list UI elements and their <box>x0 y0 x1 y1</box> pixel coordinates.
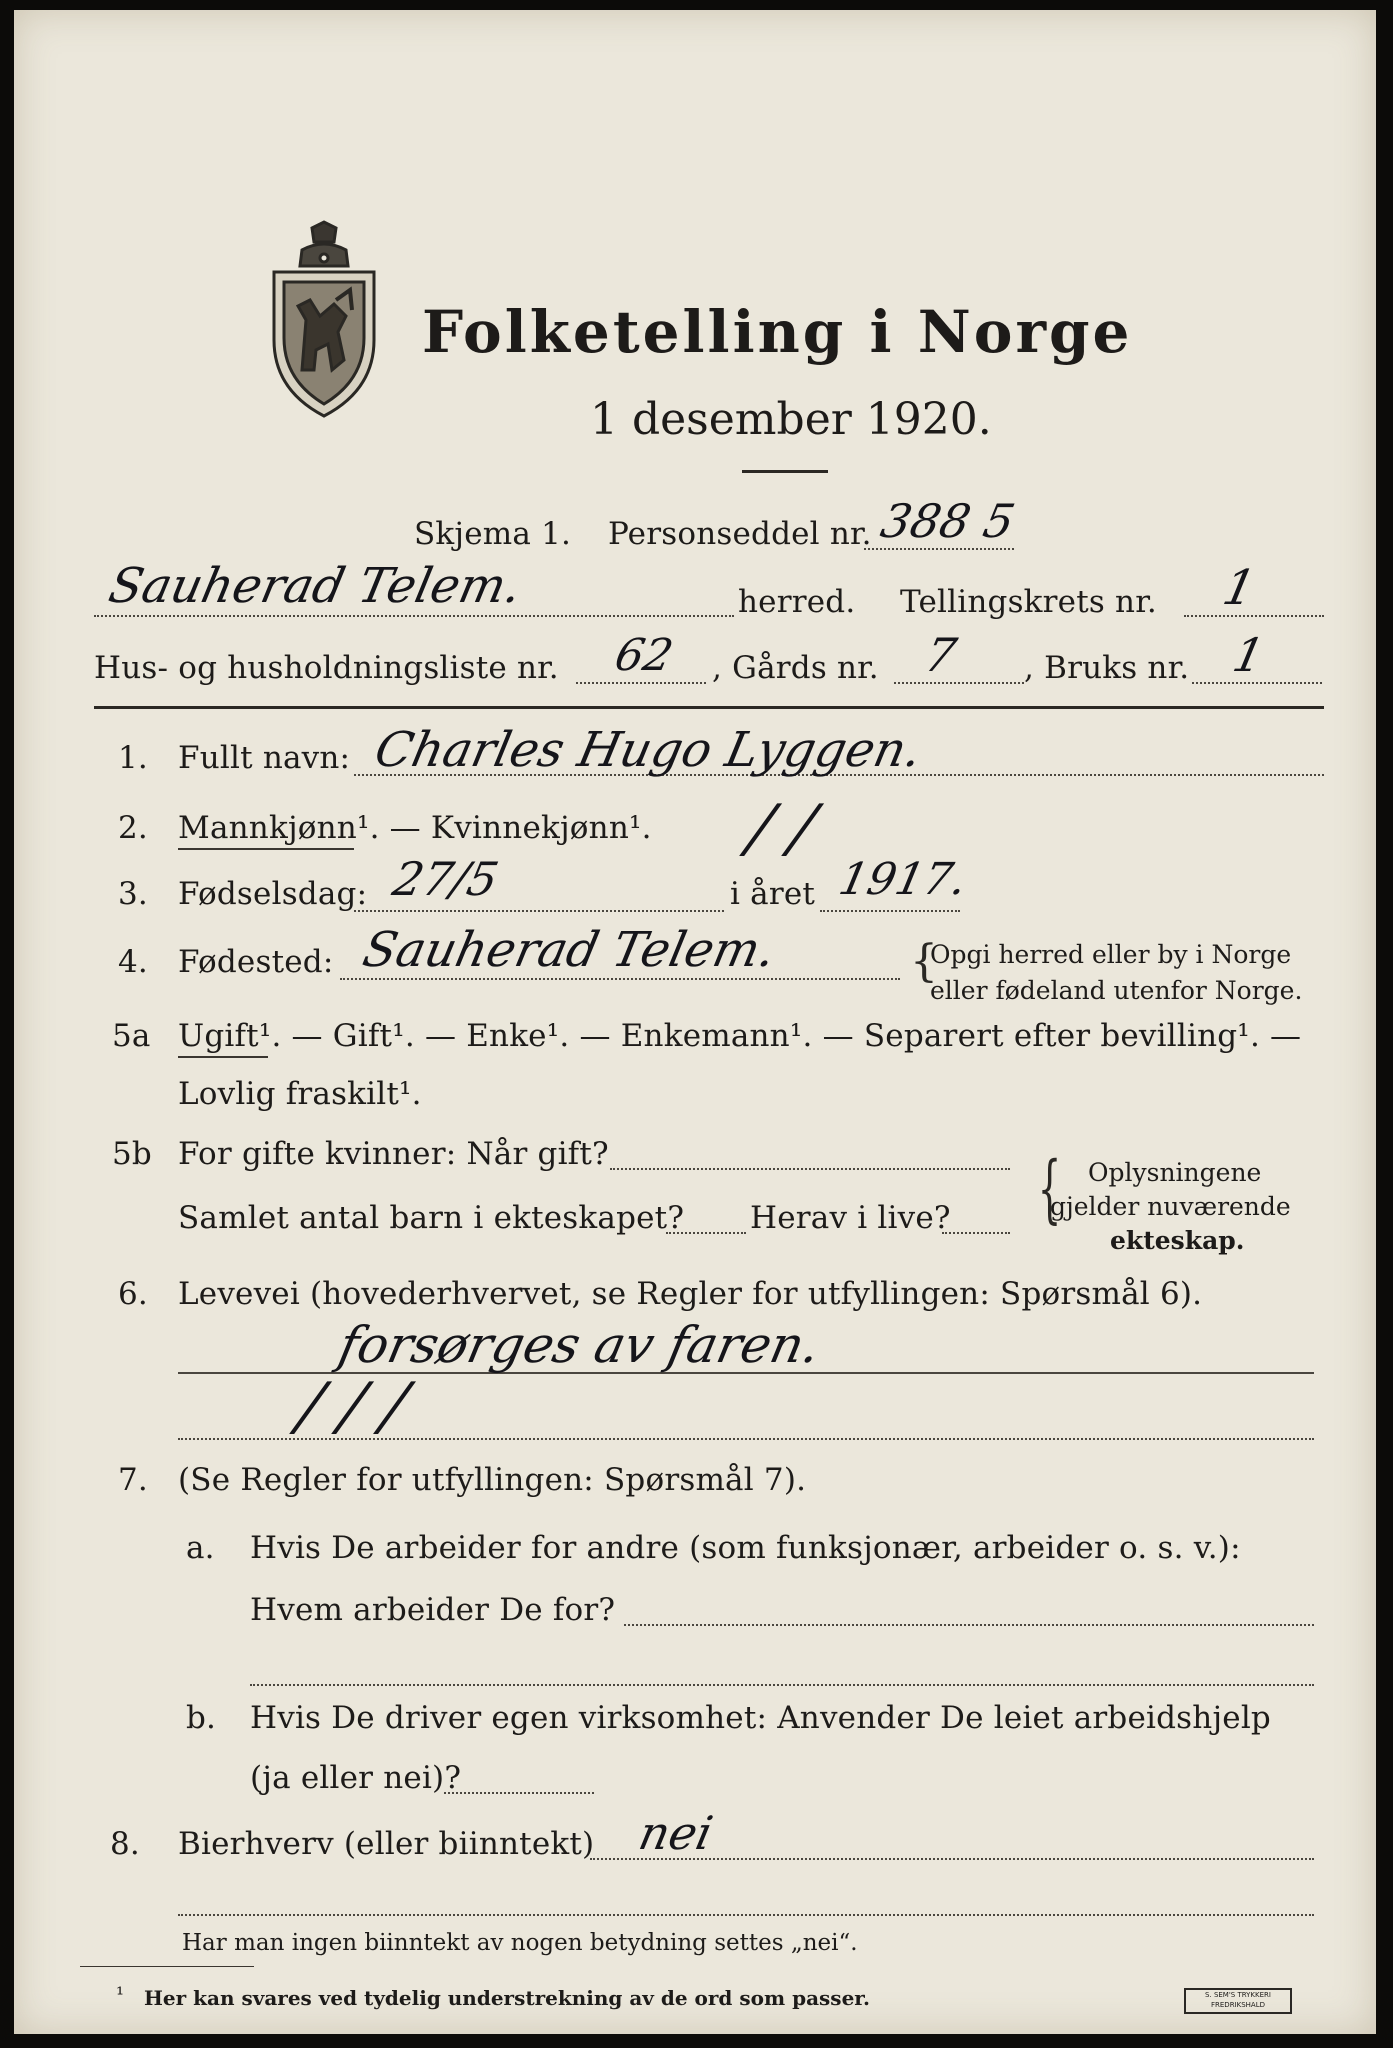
q6-ditto-marks: / / / <box>292 1370 414 1444</box>
herred-field-line <box>94 615 734 617</box>
q3-year-label: i året <box>730 876 816 912</box>
q4-field-line <box>340 978 900 980</box>
q5a-options-line2: Lovlig fraskilt¹. <box>178 1076 422 1112</box>
q8-number: 8. <box>110 1826 140 1862</box>
q1-full-name: Charles Hugo Lyggen. <box>370 722 927 778</box>
q2-number: 2. <box>118 810 148 846</box>
q1-label: Fullt navn: <box>178 740 351 776</box>
q5b-married-field-line <box>610 1168 1010 1170</box>
q7b-field-line <box>444 1792 594 1794</box>
q5b-note2: gjelder nuværende <box>1050 1192 1291 1221</box>
gards-field-line <box>894 682 1024 684</box>
hus-label: Hus- og husholdningsliste nr. <box>94 650 559 686</box>
personseddel-number: 388 5 <box>876 494 1020 548</box>
q7a-line1: Hvis De arbeider for andre (som funksjonær, arbeider o. s. v.): <box>250 1530 1241 1566</box>
footer-note: Har man ingen biinntekt av nogen betydning settes „nei“. <box>182 1930 858 1956</box>
q5a-ugift-underline <box>178 1056 268 1058</box>
q5b-line2: Samlet antal barn i ekteskapet? <box>178 1200 685 1236</box>
gards-number: 7 <box>920 628 962 682</box>
q5b-children-field-line <box>666 1232 746 1234</box>
printer-stamp: S. SEM'S TRYKKERI FREDRIKSHALD <box>1184 1988 1292 2014</box>
form-title: Folketelling i Norge <box>422 298 1133 366</box>
bruks-label: , Bruks nr. <box>1024 650 1190 686</box>
q7b-line1: Hvis De driver egen virksomhet: Anvender De leiet arbeidshjelp <box>250 1700 1271 1736</box>
personseddel-label: Personseddel nr. <box>608 516 872 552</box>
q5b-line1: For gifte kvinner: Når gift? <box>178 1136 609 1172</box>
q5b-brace: { <box>1037 1146 1062 1232</box>
gards-label: , Gårds nr. <box>712 650 879 686</box>
q4-birthplace: Sauherad Telem. <box>358 922 781 978</box>
hus-number: 62 <box>610 630 678 681</box>
q3-birth-day: 27/5 <box>388 852 504 906</box>
q7-label: (Se Regler for utfyllingen: Spørsmål 7). <box>178 1462 807 1498</box>
q7a-field-line2 <box>250 1684 1314 1686</box>
q7a-letter: a. <box>186 1530 215 1566</box>
q6-occupation: forsørges av faren. <box>333 1316 826 1374</box>
q7a-line2: Hvem arbeider De for? <box>250 1592 616 1628</box>
personseddel-field-line <box>864 548 1014 550</box>
q1-number: 1. <box>118 740 148 776</box>
skjema-label: Skjema 1. <box>414 516 572 552</box>
q6-label: Levevei (hovederhvervet, se Regler for utfyllingen: Spørsmål 6). <box>178 1276 1203 1312</box>
q6-number: 6. <box>118 1276 148 1312</box>
q8-side-income: nei <box>634 1806 718 1860</box>
herred-label: herred. <box>738 584 856 620</box>
q4-note-line2: eller fødeland utenfor Norge. <box>930 976 1303 1005</box>
q4-label: Fødested: <box>178 944 334 980</box>
q5b-line2b: Herav i live? <box>750 1200 951 1236</box>
bruks-number: 1 <box>1228 628 1270 682</box>
q5b-alive-field-line <box>942 1232 1010 1234</box>
section-divider-top <box>94 706 1324 709</box>
q2-mannkjonn-underline <box>178 848 354 850</box>
tellingskrets-field-line <box>1184 615 1324 617</box>
q3-number: 3. <box>118 876 148 912</box>
q5a-number: 5a <box>112 1018 151 1054</box>
footnote-divider <box>80 1966 254 1967</box>
tellingskrets-label: Tellingskrets nr. <box>900 584 1157 620</box>
q2-label: Mannkjønn¹. — Kvinnekjønn¹. <box>178 810 652 846</box>
bruks-field-line <box>1192 682 1322 684</box>
q5b-note3: ekteskap. <box>1110 1226 1245 1255</box>
q2-mark: / / <box>742 792 822 866</box>
q3-day-field-line <box>354 910 724 912</box>
q7b-letter: b. <box>186 1700 217 1736</box>
q7-number: 7. <box>118 1462 148 1498</box>
header-divider <box>742 470 828 473</box>
q5b-note1: Oplysningene <box>1088 1158 1262 1187</box>
q4-number: 4. <box>118 944 148 980</box>
q8-field-line2 <box>178 1914 1314 1916</box>
q4-brace: { <box>910 936 938 987</box>
hus-field-line <box>576 682 706 684</box>
q5a-options: Ugift¹. — Gift¹. — Enke¹. — Enkemann¹. — Separert efter bevilling¹. — <box>178 1018 1302 1054</box>
footnote-mark: ¹ <box>116 1982 125 2006</box>
census-form-sheet <box>14 10 1376 2034</box>
herred-name: Sauherad Telem. <box>104 558 527 614</box>
q3-year-field-line <box>820 910 960 912</box>
q5b-number: 5b <box>112 1136 152 1172</box>
q7a-field-line <box>624 1624 1314 1626</box>
footnote-text: Her kan svares ved tydelig understrekning av de ord som passer. <box>144 1986 870 2010</box>
q7b-line2: (ja eller nei)? <box>250 1760 462 1796</box>
census-date: 1 desember 1920. <box>590 394 992 445</box>
q3-birth-year: 1917. <box>834 854 972 905</box>
q4-note-line1: Opgi herred eller by i Norge <box>930 940 1292 969</box>
tellingskrets-number: 1 <box>1218 560 1261 616</box>
norwegian-coat-of-arms-emblem <box>254 220 394 420</box>
q8-label: Bierhverv (eller biinntekt) <box>178 1826 595 1862</box>
q3-label: Fødselsdag: <box>178 876 368 912</box>
